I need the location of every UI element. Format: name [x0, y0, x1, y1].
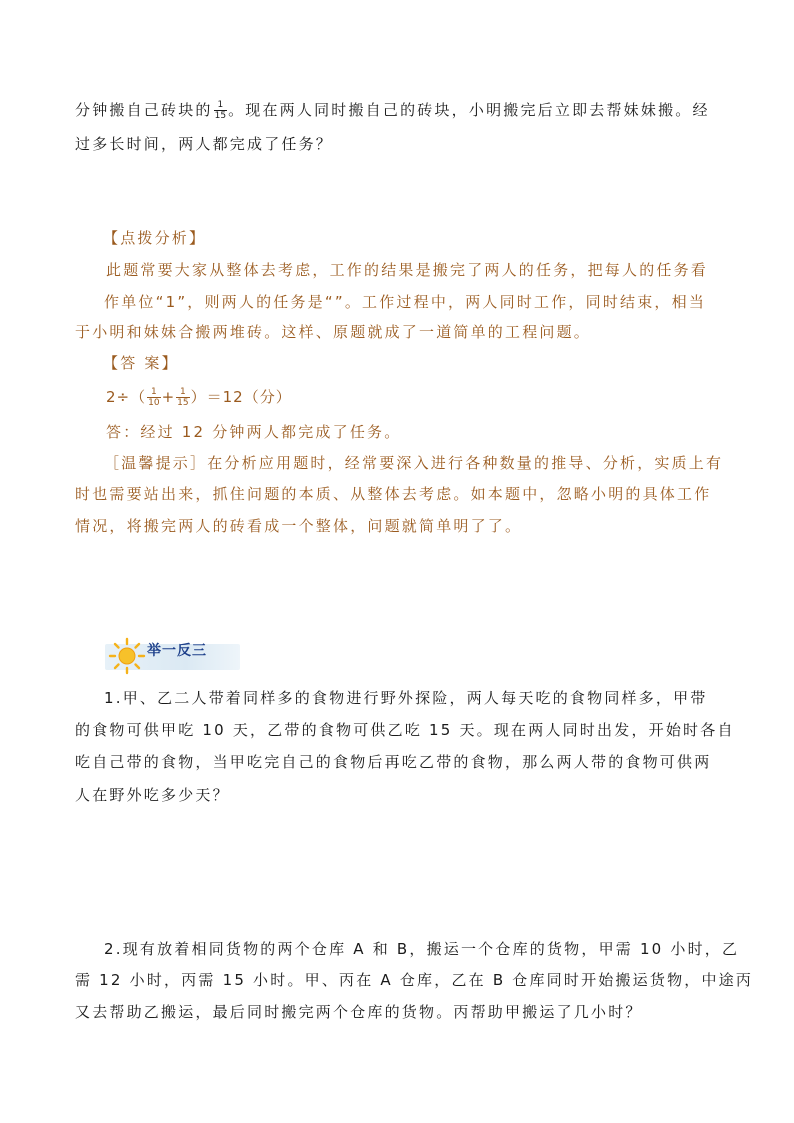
intro-line-1-post: 。现在两人同时搬自己的砖块，小明搬完后立即去帮妹妹搬。经: [228, 101, 710, 119]
answer-text: 答：经过 12 分钟两人都完成了任务。: [106, 423, 402, 441]
plus-sign: +: [161, 388, 176, 406]
analysis-line-3: 于小明和妹妹合搬两堆砖。这样、原题就成了一道简单的工程问题。: [75, 323, 592, 341]
sun-icon: [107, 636, 147, 676]
fraction-1-15: [214, 100, 227, 121]
fraction-denominator: 15: [214, 111, 227, 121]
q2-line-3: 又去帮助乙搬运，最后同时搬完两个仓库的货物。丙帮助甲搬运了几小时？: [75, 1003, 643, 1021]
q1-line-1: 1.甲、乙二人带着同样多的食物进行野外探险，两人每天吃的食物同样多，甲带: [104, 689, 708, 707]
intro-line-1-pre: 分钟搬自己砖块的: [75, 101, 213, 119]
q1-line-3: 吃自己带的食物，当甲吃完自己的食物后再吃乙带的食物，那么两人带的食物可供两: [75, 753, 712, 771]
q1-line-4: 人在野外吃多少天？: [75, 786, 230, 804]
fraction-numerator: 1: [176, 387, 189, 398]
intro-line-1: [75, 100, 724, 121]
tip-line-1: ［温馨提示］在分析应用题时，经常要深入进行各种数量的推导、分析，实质上有: [104, 454, 724, 472]
q2-line-2: 需 12 小时，丙需 15 小时。甲、丙在 A 仓库，乙在 B 仓库同时开始搬运货物，中途丙: [75, 971, 754, 989]
fraction-numerator: 1: [214, 100, 227, 111]
fraction-1-10: [147, 387, 160, 408]
answer-equation: [106, 387, 724, 408]
fraction-numerator: 1: [147, 387, 160, 398]
fraction-denominator: 10: [148, 398, 160, 408]
q1-line-2: 的食物可供甲吃 10 天，乙带的食物可供乙吃 15 天。现在两人同时出发，开始时各自: [75, 721, 735, 739]
fraction-1-15: [176, 387, 189, 408]
analysis-line-2: 作单位“1”，则两人的任务是“”。工作过程中，两人同时工作，同时结束，相当: [104, 293, 707, 311]
fraction-denominator: 15: [177, 398, 189, 408]
intro-line-2: 过多长时间，两人都完成了任务？: [75, 135, 334, 153]
answer-heading: 【答 案】: [103, 354, 179, 372]
tip-line-2: 时也需要站出来，抓住问题的本质、从整体去考虑。如本题中，忽略小明的具体工作: [75, 485, 712, 503]
banner-title: 举一反三: [147, 643, 207, 659]
analysis-line-1: 此题常要大家从整体去考虑，工作的结果是搬完了两人的任务，把每人的任务看: [106, 261, 709, 279]
section-banner: [105, 636, 240, 676]
equation-start: 2÷（: [106, 388, 147, 406]
tip-line-3: 情况，将搬完两人的砖看成一个整体，问题就简单明了了。: [75, 517, 523, 535]
analysis-heading: 【点拨分析】: [103, 229, 207, 247]
equation-end: ）＝12（分）: [190, 388, 292, 406]
q2-line-1: 2.现有放着相同货物的两个仓库 A 和 B，搬运一个仓库的货物，甲需 10 小时，乙: [104, 940, 740, 958]
